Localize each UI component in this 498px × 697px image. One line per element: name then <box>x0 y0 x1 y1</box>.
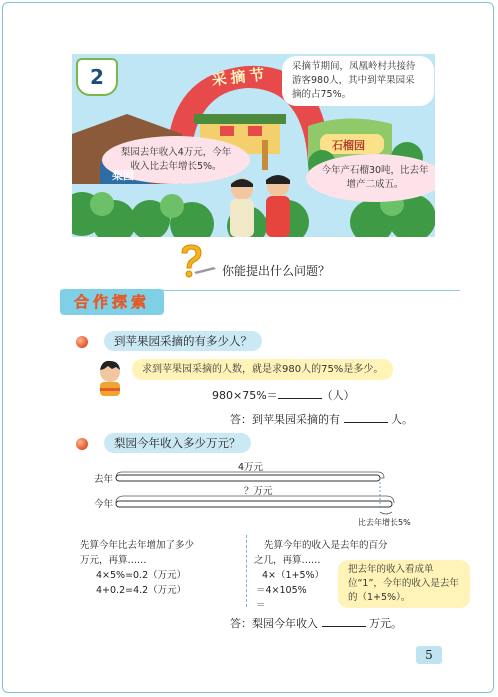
boy-avatar <box>92 358 128 398</box>
visitor-count-bubble: 采摘节期间，凤凰岭村共接待游客980人，其中到苹果园采摘的占75%。 <box>282 56 434 106</box>
pomegranate-yield-bubble: 今年产石榴30吨，比去年增产二成五。 <box>306 154 435 202</box>
q1-equation-blank[interactable] <box>278 388 322 399</box>
q2-answer-prefix: 答：梨园今年收入 <box>230 617 318 630</box>
q2-answer-blank[interactable] <box>322 616 366 627</box>
last-year-label: 去年 <box>94 474 114 485</box>
method2-intro-2: 之几，再算…… <box>254 555 321 566</box>
pear-income-bubble: 梨园去年收入4万元，今年收入比去年增长5%。 <box>102 136 250 184</box>
question-bullet-icon <box>76 438 88 450</box>
lesson-number-badge: 2 <box>76 58 118 96</box>
method1-step-2: 4+0.2=4.2（万元） <box>96 585 187 596</box>
pomegranate-orchard-sign: 石榴园 <box>332 139 365 152</box>
question-2: 梨园今年收入多少万元？ <box>104 433 251 453</box>
problem-prompt: 你能提出什么问题？ <box>222 264 331 278</box>
q2-answer-suffix: 万元。 <box>369 617 402 630</box>
method2-intro-1: 先算今年的收入是去年的百分 <box>264 540 388 551</box>
pear-orchard-sign: 梨园 <box>112 169 134 182</box>
method2-step-1: 4×（1+5%） <box>262 570 325 581</box>
q1-hint-note: 求到苹果园采摘的人数，就是求980人的75%是多少。 <box>132 359 393 380</box>
q1-equation-unit: （人） <box>321 389 355 402</box>
q1-answer-suffix: 人。 <box>391 413 413 426</box>
question-1: 到苹果园采摘的有多少人？ <box>104 331 262 351</box>
q1-equation <box>212 387 355 403</box>
method1-intro-1: 先算今年比去年增加了多少 <box>80 540 195 551</box>
this-year-value: ？万元 <box>244 486 273 497</box>
unit-one-tip: 把去年的收入看成单位“1”，今年的收入是去年的（1+5%）。 <box>338 560 470 608</box>
q1-answer-blank[interactable] <box>344 412 388 423</box>
method2-step-3: ＝ <box>256 600 266 611</box>
pencil-icon <box>194 266 218 274</box>
question-bullet-icon <box>76 336 88 348</box>
methods-divider <box>246 535 247 607</box>
harvest-festival-illustration <box>72 54 435 237</box>
method2-step-2: ＝4×105% <box>256 585 307 596</box>
last-year-value: 4万元 <box>238 462 264 473</box>
q2-answer <box>230 615 402 631</box>
section-title: 合作探索 <box>60 289 164 315</box>
q1-equation-left: 980×75%＝ <box>212 389 278 402</box>
festival-arch-title: 采摘节 <box>210 65 270 89</box>
q1-answer <box>230 411 413 427</box>
increase-label: 比去年增长5% <box>358 518 411 527</box>
method1-step-1: 4×5%=0.2（万元） <box>96 570 187 581</box>
method1-intro-2: 万元，再算…… <box>80 555 147 566</box>
this-year-label: 今年 <box>94 499 114 510</box>
q1-answer-prefix: 答：到苹果园采摘的有 <box>230 413 340 426</box>
page-number: 5 <box>416 646 442 664</box>
